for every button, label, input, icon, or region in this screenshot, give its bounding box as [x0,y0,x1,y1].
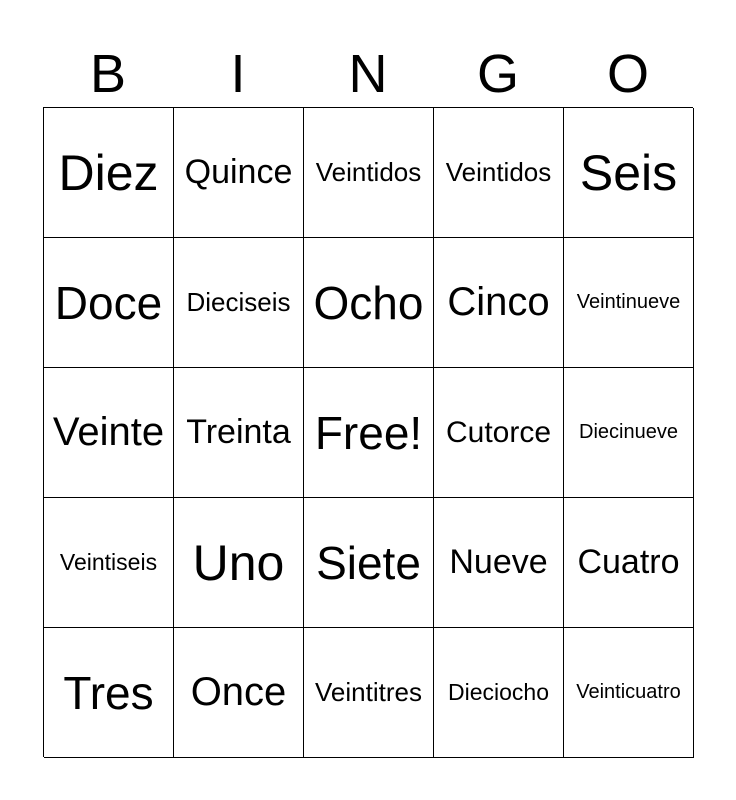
bingo-cell: Quince [174,108,304,238]
bingo-cell: Doce [44,238,174,368]
bingo-cell: Dieciseis [174,238,304,368]
header-letter-o: O [606,44,649,104]
bingo-header [43,42,693,106]
bingo-cell: Cutorce [434,368,564,498]
bingo-cell: Seis [564,108,694,238]
free-space-cell: Free! [304,368,434,498]
header-letter-g: G [476,44,519,104]
header-letter-b: B [89,44,127,104]
bingo-cell: Veintiseis [44,498,174,628]
bingo-cell: Diez [44,108,174,238]
bingo-cell: Veintidos [434,108,564,238]
bingo-cell: Tres [44,628,174,758]
bingo-cell: Veintidos [304,108,434,238]
bingo-board [43,107,693,757]
bingo-cell: Ocho [304,238,434,368]
bingo-cell: Diecinueve [564,368,694,498]
bingo-cell: Veinticuatro [564,628,694,758]
bingo-cell: Cinco [434,238,564,368]
bingo-cell: Once [174,628,304,758]
bingo-cell: Veinte [44,368,174,498]
bingo-cell: Cuatro [564,498,694,628]
bingo-cell: Treinta [174,368,304,498]
header-letter-i: I [230,44,246,104]
bingo-cell: Siete [304,498,434,628]
bingo-cell: Dieciocho [434,628,564,758]
bingo-cell: Veintitres [304,628,434,758]
bingo-cell: Uno [174,498,304,628]
bingo-cell: Veintinueve [564,238,694,368]
header-letter-n: N [348,44,388,104]
bingo-cell: Nueve [434,498,564,628]
